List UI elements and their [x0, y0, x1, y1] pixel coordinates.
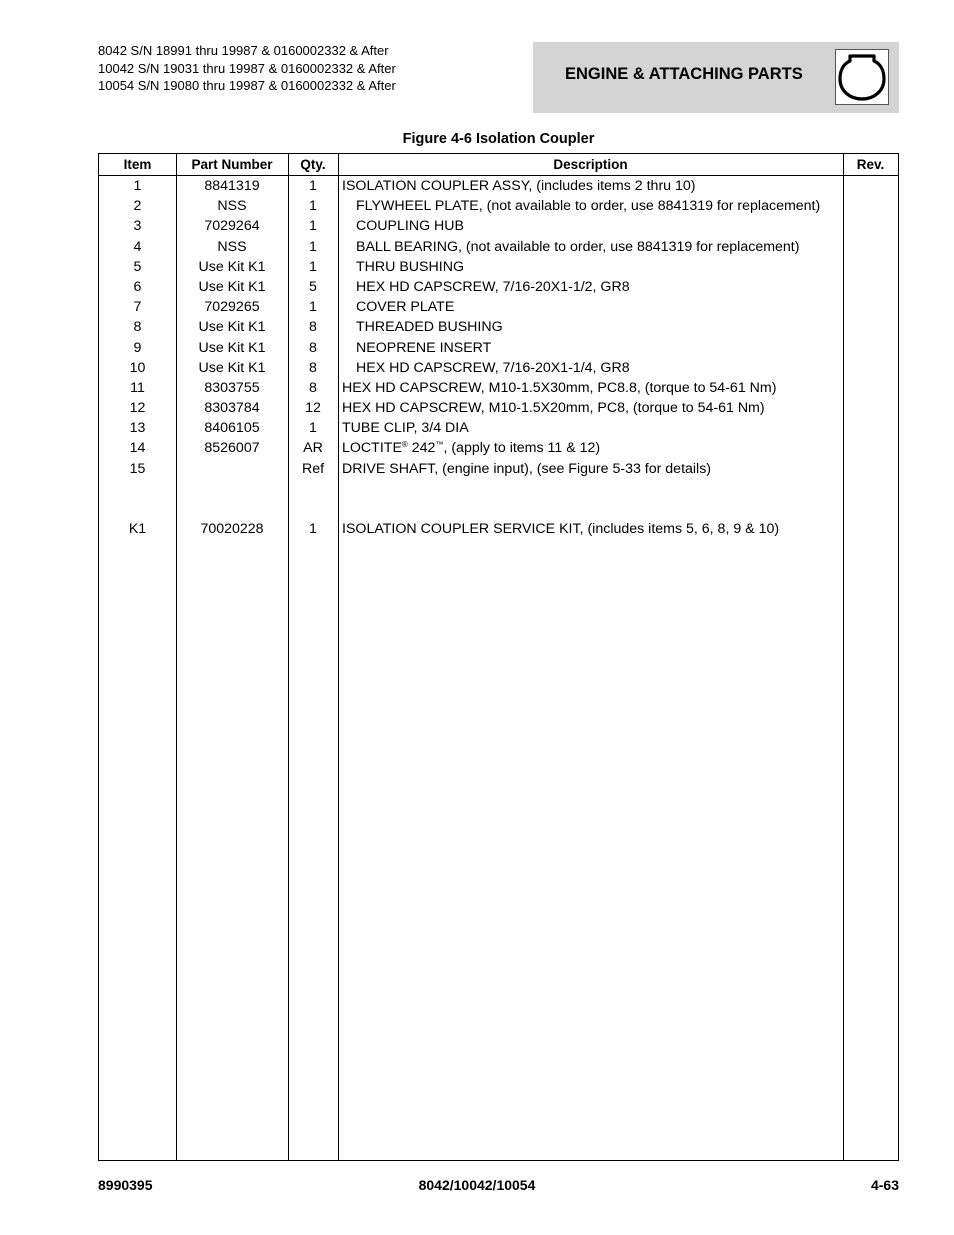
part-number-cell: 8303784: [204, 400, 260, 417]
description-cell: BALL BEARING, (not available to order, use 8841319 for replacement): [356, 238, 800, 255]
part-number-cell: 8526007: [204, 440, 260, 457]
part-number-cell: Use Kit K1: [198, 339, 266, 356]
qty-cell: 1: [309, 218, 317, 235]
part-number-cell: Use Kit K1: [198, 359, 266, 376]
column-header-rev: Rev.: [856, 157, 885, 172]
table-row: [99, 317, 898, 337]
footer-manual-number: 8990395: [98, 1177, 153, 1193]
table-row: [99, 519, 898, 539]
qty-cell: 1: [309, 521, 317, 538]
section-title: ENGINE & ATTACHING PARTS: [565, 65, 803, 83]
description-cell: HEX HD CAPSCREW, 7/16-20X1-1/4, GR8: [356, 359, 630, 376]
item-cell: 6: [133, 278, 142, 295]
description-cell: HEX HD CAPSCREW, M10-1.5X30mm, PC8.8, (torque to 54-61 Nm): [342, 379, 777, 396]
item-cell: 14: [129, 440, 146, 457]
table-row: [99, 297, 898, 317]
loctite-text: LOCTITE: [342, 440, 402, 457]
item-cell: 10: [129, 359, 146, 376]
loctite-note: , (apply to items 11 & 12): [443, 440, 601, 457]
qty-cell: Ref: [301, 460, 325, 477]
part-number-cell: Use Kit K1: [198, 278, 266, 295]
part-number-cell: 8303755: [204, 379, 260, 396]
item-cell: 15: [129, 460, 146, 477]
description-cell: ISOLATION COUPLER ASSY, (includes items 2 thru 10): [342, 178, 696, 194]
item-cell: 5: [133, 258, 142, 275]
table-row: [99, 358, 898, 378]
model-line: 8042 S/N 18991 thru 19987 & 0160002332 & After: [98, 43, 389, 58]
part-number-cell: Use Kit K1: [198, 258, 266, 275]
table-row: [99, 438, 898, 458]
description-cell: DRIVE SHAFT, (engine input), (see Figure 5-33 for details): [342, 460, 712, 477]
item-cell: 8: [133, 319, 142, 336]
qty-cell: 8: [309, 339, 317, 356]
part-number-cell: 8406105: [204, 420, 260, 437]
qty-cell: 1: [309, 258, 317, 275]
qty-cell: 1: [309, 238, 317, 255]
figure-title: Figure 4-6 Isolation Coupler: [402, 131, 595, 147]
qty-cell: AR: [303, 440, 323, 457]
column-header-item: Item: [123, 157, 152, 172]
qty-cell: 8: [309, 379, 317, 396]
part-number-cell: 7029265: [204, 299, 260, 316]
model-serial-list: [98, 42, 396, 95]
footer-page-number: 4-63: [870, 1177, 899, 1193]
footer-models: 8042/10042/10054: [418, 1177, 536, 1193]
trademark-mark: ™: [435, 440, 444, 450]
qty-cell: 8: [309, 359, 317, 376]
table-row: [99, 277, 898, 297]
part-number-cell: 7029264: [204, 218, 260, 235]
table-row: [99, 459, 898, 479]
description-cell: TUBE CLIP, 3/4 DIA: [342, 420, 469, 437]
parts-table: [98, 153, 899, 1161]
table-row: [99, 338, 898, 358]
part-number-cell: 8841319: [204, 178, 260, 194]
table-row: [99, 378, 898, 398]
model-line: 10054 S/N 19080 thru 19987 & 0160002332 & After: [98, 78, 396, 93]
part-number-cell: Use Kit K1: [198, 319, 266, 336]
description-cell: THREADED BUSHING: [356, 319, 503, 336]
part-number-cell: NSS: [217, 198, 247, 215]
item-cell: 12: [129, 400, 146, 417]
qty-cell: 1: [309, 198, 317, 215]
description-cell: NEOPRENE INSERT: [356, 339, 492, 356]
table-row: [99, 176, 898, 196]
item-cell: 11: [130, 379, 145, 396]
description-cell: HEX HD CAPSCREW, 7/16-20X1-1/2, GR8: [356, 278, 630, 295]
description-cell: COVER PLATE: [356, 299, 455, 316]
item-cell: 9: [133, 339, 142, 356]
part-number-cell: NSS: [217, 238, 247, 255]
engine-icon: [835, 49, 889, 105]
item-cell: 3: [133, 218, 142, 235]
table-row: [99, 418, 898, 438]
description-cell: THRU BUSHING: [356, 258, 464, 275]
item-cell: 1: [133, 178, 142, 194]
spacer-row: [99, 479, 898, 520]
item-cell: 4: [133, 238, 142, 255]
table-body: [99, 176, 898, 540]
qty-cell: 12: [305, 400, 321, 417]
table-row: [99, 257, 898, 277]
item-cell: 2: [133, 198, 142, 215]
description-cell: ISOLATION COUPLER SERVICE KIT, (includes items 5, 6, 8, 9 & 10): [342, 521, 780, 538]
item-cell: K1: [128, 521, 147, 538]
table-row: [99, 237, 898, 257]
table-row: [99, 216, 898, 236]
qty-cell: 1: [309, 178, 317, 194]
description-cell: FLYWHEEL PLATE, (not available to order, use 8841319 for replacement): [356, 198, 821, 215]
column-header-part-number: Part Number: [191, 157, 273, 172]
part-number-cell: 70020228: [200, 521, 264, 538]
column-header-qty: Qty.: [300, 157, 326, 172]
item-cell: 7: [133, 299, 142, 316]
model-line: 10042 S/N 19031 thru 19987 & 0160002332 & After: [98, 60, 396, 76]
qty-cell: 1: [309, 420, 317, 437]
description-cell: HEX HD CAPSCREW, M10-1.5X20mm, PC8, (torque to 54-61 Nm): [342, 400, 765, 417]
qty-cell: 1: [309, 299, 317, 316]
description-cell: [342, 438, 600, 458]
qty-cell: 5: [309, 278, 317, 295]
description-cell: COUPLING HUB: [356, 218, 464, 235]
loctite-grade: 242: [407, 440, 436, 457]
column-header-description: Description: [553, 157, 628, 172]
table-row: [99, 398, 898, 418]
registered-mark: ®: [401, 440, 408, 450]
item-cell: 13: [129, 420, 146, 437]
table-row: [99, 196, 898, 216]
section-header: [533, 42, 899, 113]
qty-cell: 8: [309, 319, 317, 336]
